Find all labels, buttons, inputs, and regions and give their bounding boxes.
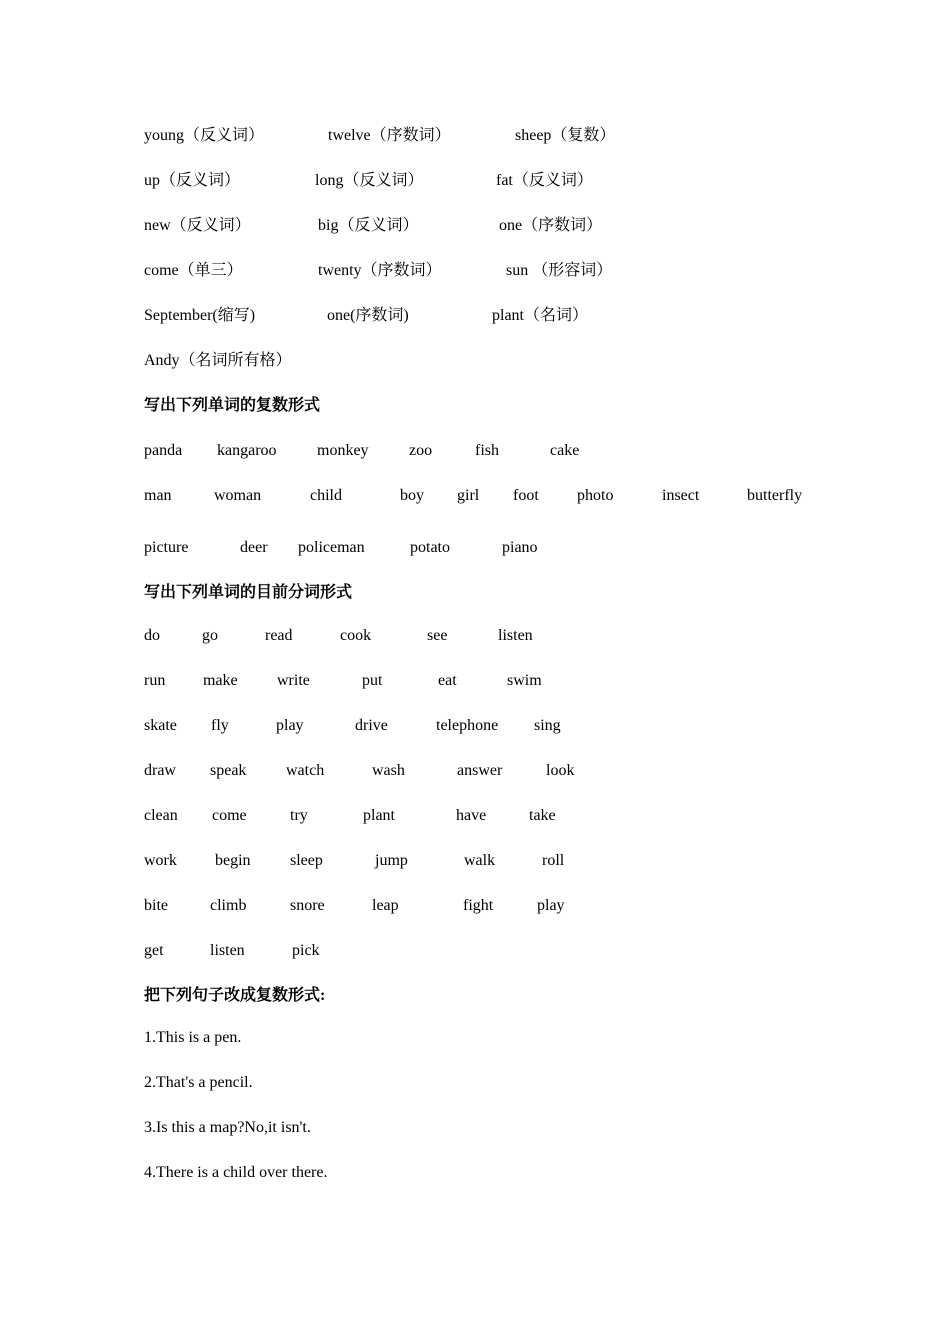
word-row: [0, 214, 950, 238]
sentence-item: 3.Is this a map?No,it isn't.: [144, 1119, 311, 1136]
word-item: butterfly: [747, 487, 803, 504]
word-item: run: [144, 672, 166, 689]
word-item: twelve（序数词）: [328, 127, 451, 144]
section-heading: 把下列句子改成复数形式:: [144, 987, 326, 1004]
word-item: woman: [214, 487, 262, 504]
word-item: climb: [210, 897, 247, 914]
section-heading: 写出下列单词的目前分词形式: [144, 584, 353, 601]
word-row: [0, 124, 950, 148]
word-row: [0, 304, 950, 328]
sentence-item: 2.That's a pencil.: [144, 1074, 253, 1091]
word-item: girl: [457, 487, 480, 504]
word-item: begin: [215, 852, 251, 869]
word-row: [0, 169, 950, 193]
word-item: have: [456, 807, 487, 824]
word-row: [0, 759, 950, 783]
word-item: boy: [400, 487, 424, 504]
word-item: roll: [542, 852, 565, 869]
word-item: sheep（复数）: [515, 127, 616, 144]
word-item: pick: [292, 942, 320, 959]
word-item: sun （形容词）: [506, 262, 613, 279]
word-item: put: [362, 672, 383, 689]
word-item: jump: [375, 852, 408, 869]
word-item: fly: [211, 717, 229, 734]
word-item: man: [144, 487, 172, 504]
word-row: [0, 714, 950, 738]
word-item: leap: [372, 897, 399, 914]
word-item: sing: [534, 717, 561, 734]
word-item: write: [277, 672, 310, 689]
word-row: [0, 484, 950, 508]
word-item: potato: [410, 539, 450, 556]
word-item: bite: [144, 897, 168, 914]
word-item: telephone: [436, 717, 499, 734]
word-item: come: [212, 807, 247, 824]
word-item: piano: [502, 539, 538, 556]
word-item: fat（反义词）: [496, 172, 593, 189]
word-item: new（反义词）: [144, 217, 251, 234]
word-row: [0, 536, 950, 560]
word-item: policeman: [298, 539, 365, 556]
word-item: plant（名词）: [492, 307, 588, 324]
word-item: see: [427, 627, 448, 644]
word-item: photo: [577, 487, 614, 504]
word-item: monkey: [317, 442, 369, 459]
word-item: panda: [144, 442, 183, 459]
word-row: [0, 439, 950, 463]
word-item: fight: [463, 897, 494, 914]
section-heading: 写出下列单词的复数形式: [144, 397, 321, 414]
word-row: [0, 894, 950, 918]
word-item: cake: [550, 442, 580, 459]
word-item: play: [537, 897, 565, 914]
word-item: wash: [372, 762, 405, 779]
word-item: child: [310, 487, 342, 504]
sentence-item: 1.This is a pen.: [144, 1029, 242, 1046]
sentence-item: 4.There is a child over there.: [144, 1164, 328, 1181]
word-item: twenty（序数词）: [318, 262, 442, 279]
word-item: listen: [210, 942, 245, 959]
word-item: clean: [144, 807, 178, 824]
word-item: get: [144, 942, 164, 959]
word-item: eat: [438, 672, 457, 689]
word-item: draw: [144, 762, 176, 779]
word-item: try: [290, 807, 308, 824]
word-item: young（反义词）: [144, 127, 265, 144]
word-item: come（单三）: [144, 262, 243, 279]
word-item: speak: [210, 762, 247, 779]
word-item: make: [203, 672, 238, 689]
word-item: read: [265, 627, 293, 644]
word-item: answer: [457, 762, 503, 779]
word-row: [0, 624, 950, 648]
word-item: picture: [144, 539, 189, 556]
word-row: [0, 669, 950, 693]
word-item: go: [202, 627, 218, 644]
word-row: [0, 804, 950, 828]
word-row: [0, 259, 950, 283]
word-item: drive: [355, 717, 388, 734]
word-item: fish: [475, 442, 499, 459]
word-row: [0, 849, 950, 873]
word-item: work: [144, 852, 177, 869]
word-item: sleep: [290, 852, 323, 869]
word-item: Andy（名词所有格）: [144, 352, 292, 369]
word-item: skate: [144, 717, 177, 734]
word-item: plant: [363, 807, 395, 824]
word-item: take: [529, 807, 556, 824]
word-item: cook: [340, 627, 372, 644]
word-item: look: [546, 762, 575, 779]
word-item: zoo: [409, 442, 433, 459]
word-item: foot: [513, 487, 539, 504]
word-item: snore: [290, 897, 325, 914]
word-row: [0, 349, 950, 373]
word-item: watch: [286, 762, 325, 779]
word-item: listen: [498, 627, 533, 644]
word-item: September(缩写): [144, 307, 256, 324]
word-item: one（序数词）: [499, 217, 603, 234]
word-item: insect: [662, 487, 700, 504]
word-item: walk: [464, 852, 496, 869]
word-item: one(序数词): [327, 307, 409, 324]
word-item: up（反义词）: [144, 172, 241, 189]
word-item: long（反义词）: [315, 172, 424, 189]
word-item: big（反义词）: [318, 217, 419, 234]
word-item: do: [144, 627, 160, 644]
word-row: [0, 939, 950, 963]
word-item: play: [276, 717, 304, 734]
word-item: deer: [240, 539, 268, 556]
word-item: swim: [507, 672, 542, 689]
word-item: kangaroo: [217, 442, 277, 459]
